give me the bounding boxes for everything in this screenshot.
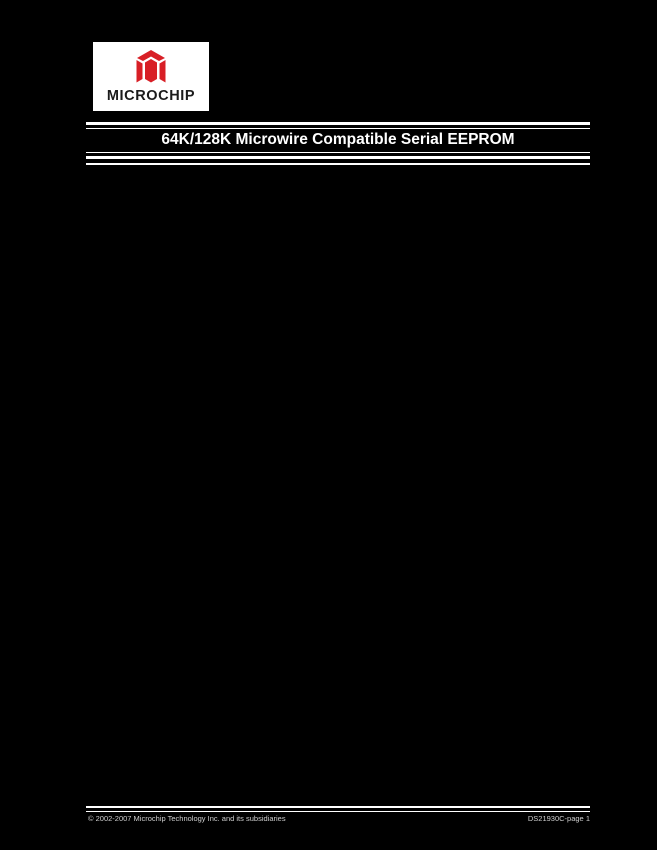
title-rule-bottom-thick	[86, 156, 590, 159]
microchip-logo-mark-icon	[125, 48, 177, 88]
footer-rule-thin	[86, 811, 590, 812]
footer-document-id: DS21930C-page 1	[527, 814, 590, 823]
footer-copyright: © 2002-2007 Microchip Technology Inc. and its subsidiaries	[88, 814, 286, 823]
microchip-wordmark: MICROCHIP	[106, 88, 196, 104]
footer-rule-thick	[86, 806, 590, 808]
title-rule-bottom-extra	[86, 163, 590, 165]
page-title: 64K/128K Microwire Compatible Serial EEPROM	[161, 131, 515, 148]
microchip-logo	[93, 42, 209, 111]
title-rule-top-thick	[86, 122, 590, 125]
document-body	[86, 170, 590, 800]
title-rule-bottom-thin	[86, 152, 590, 153]
